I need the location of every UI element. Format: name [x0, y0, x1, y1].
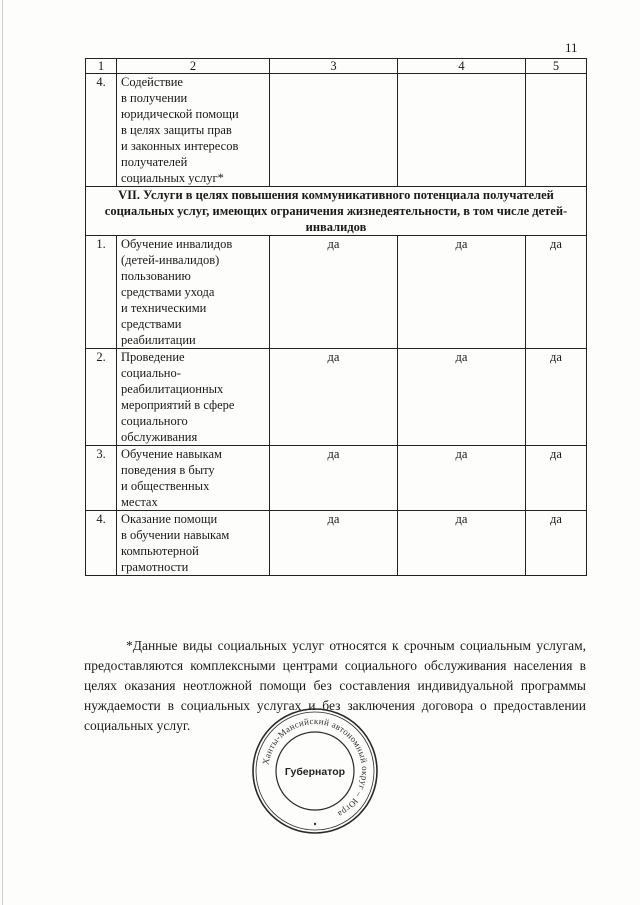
seal-ring-text: Ханты-Мансийский автономный округ – Югра	[260, 715, 371, 820]
table-row	[86, 511, 587, 576]
header-col-2: 2	[117, 59, 270, 74]
cell-col-4: да	[398, 446, 526, 511]
table-row	[86, 349, 587, 446]
section-row	[86, 187, 587, 236]
cell-col-3: да	[270, 511, 398, 576]
cell-col-5: да	[526, 511, 587, 576]
service-name-line: Проведение	[121, 350, 185, 364]
table-row	[86, 446, 587, 511]
seal-graphic	[250, 706, 380, 836]
seal-center-text: Губернатор	[284, 766, 346, 778]
cell-col-4	[398, 74, 526, 187]
cell-col-4: да	[398, 511, 526, 576]
service-name-line: юридической помощи	[121, 107, 239, 121]
service-name-line: и законных интересов	[121, 139, 239, 153]
section-title: VII. Услуги в целях повышения коммуникативного потенциала получателей социальных услуг, имеющих ограничения жизнедеятельности, в том числе детей-инвалидов	[86, 187, 587, 236]
service-name-line: социальных услуг*	[121, 171, 224, 185]
service-name	[117, 236, 270, 349]
cell-col-3	[270, 74, 398, 187]
cell-col-4: да	[398, 236, 526, 349]
service-name-line: мероприятий в сфере	[121, 398, 235, 412]
cell-col-5	[526, 74, 587, 187]
service-name-line: пользованию	[121, 269, 191, 283]
header-col-5: 5	[526, 59, 587, 74]
service-name	[117, 349, 270, 446]
service-name-line: поведения в быту	[121, 463, 215, 477]
table-row-legal-help	[86, 74, 587, 187]
service-name-line: реабилитационных	[121, 382, 224, 396]
service-name-line: социально-	[121, 366, 181, 380]
header-col-1: 1	[86, 59, 117, 74]
service-name	[117, 74, 270, 187]
service-name	[117, 511, 270, 576]
footnote-text: *Данные виды социальных услуг относятся к срочным социальным услугам, предоставляются комплексными центрами социального обслуживания населения в целях оказания неотложной помощи без составления индивидуальной программы нуждаемости в социальных услугах и без заключения договора о предоставлении социальных услуг.	[84, 638, 586, 733]
service-name-line: средствами ухода	[121, 285, 215, 299]
cell-col-3: да	[270, 446, 398, 511]
cell-col-4: да	[398, 349, 526, 446]
table-row	[86, 236, 587, 349]
service-name-line: в обучении навыкам	[121, 528, 230, 542]
service-name	[117, 446, 270, 511]
cell-col-3: да	[270, 236, 398, 349]
service-name-line: получателей	[121, 155, 188, 169]
row-number: 4.	[86, 511, 117, 576]
service-name-line: местах	[121, 495, 158, 509]
services-table	[85, 58, 587, 576]
service-name-line: в целях защиты прав	[121, 123, 232, 137]
service-name-line: в получении	[121, 91, 188, 105]
row-number: 2.	[86, 349, 117, 446]
service-name-line: реабилитации	[121, 333, 196, 347]
service-name-line: и общественных	[121, 479, 210, 493]
service-name-line: обслуживания	[121, 430, 198, 444]
row-number: 3.	[86, 446, 117, 511]
service-name-line: Содействие	[121, 75, 183, 89]
row-number: 1.	[86, 236, 117, 349]
cell-col-5: да	[526, 446, 587, 511]
service-name-line: Оказание помощи	[121, 512, 218, 526]
cell-col-5: да	[526, 349, 587, 446]
cell-col-5: да	[526, 236, 587, 349]
governor-seal	[250, 706, 380, 836]
scan-edge-line	[2, 0, 3, 905]
service-name-line: средствами	[121, 317, 182, 331]
cell-col-3: да	[270, 349, 398, 446]
service-name-line: Обучение инвалидов	[121, 237, 233, 251]
header-col-3: 3	[270, 59, 398, 74]
row-number: 4.	[86, 74, 117, 187]
header-row	[86, 59, 587, 74]
service-name-line: Обучение навыкам	[121, 447, 222, 461]
service-name-line: и техническими	[121, 301, 207, 315]
service-name-line: компьютерной	[121, 544, 199, 558]
service-name-line: социального	[121, 414, 188, 428]
page-number: 11	[565, 40, 578, 55]
service-name-line: (детей-инвалидов)	[121, 253, 220, 267]
header-col-4: 4	[398, 59, 526, 74]
service-name-line: грамотности	[121, 560, 189, 574]
